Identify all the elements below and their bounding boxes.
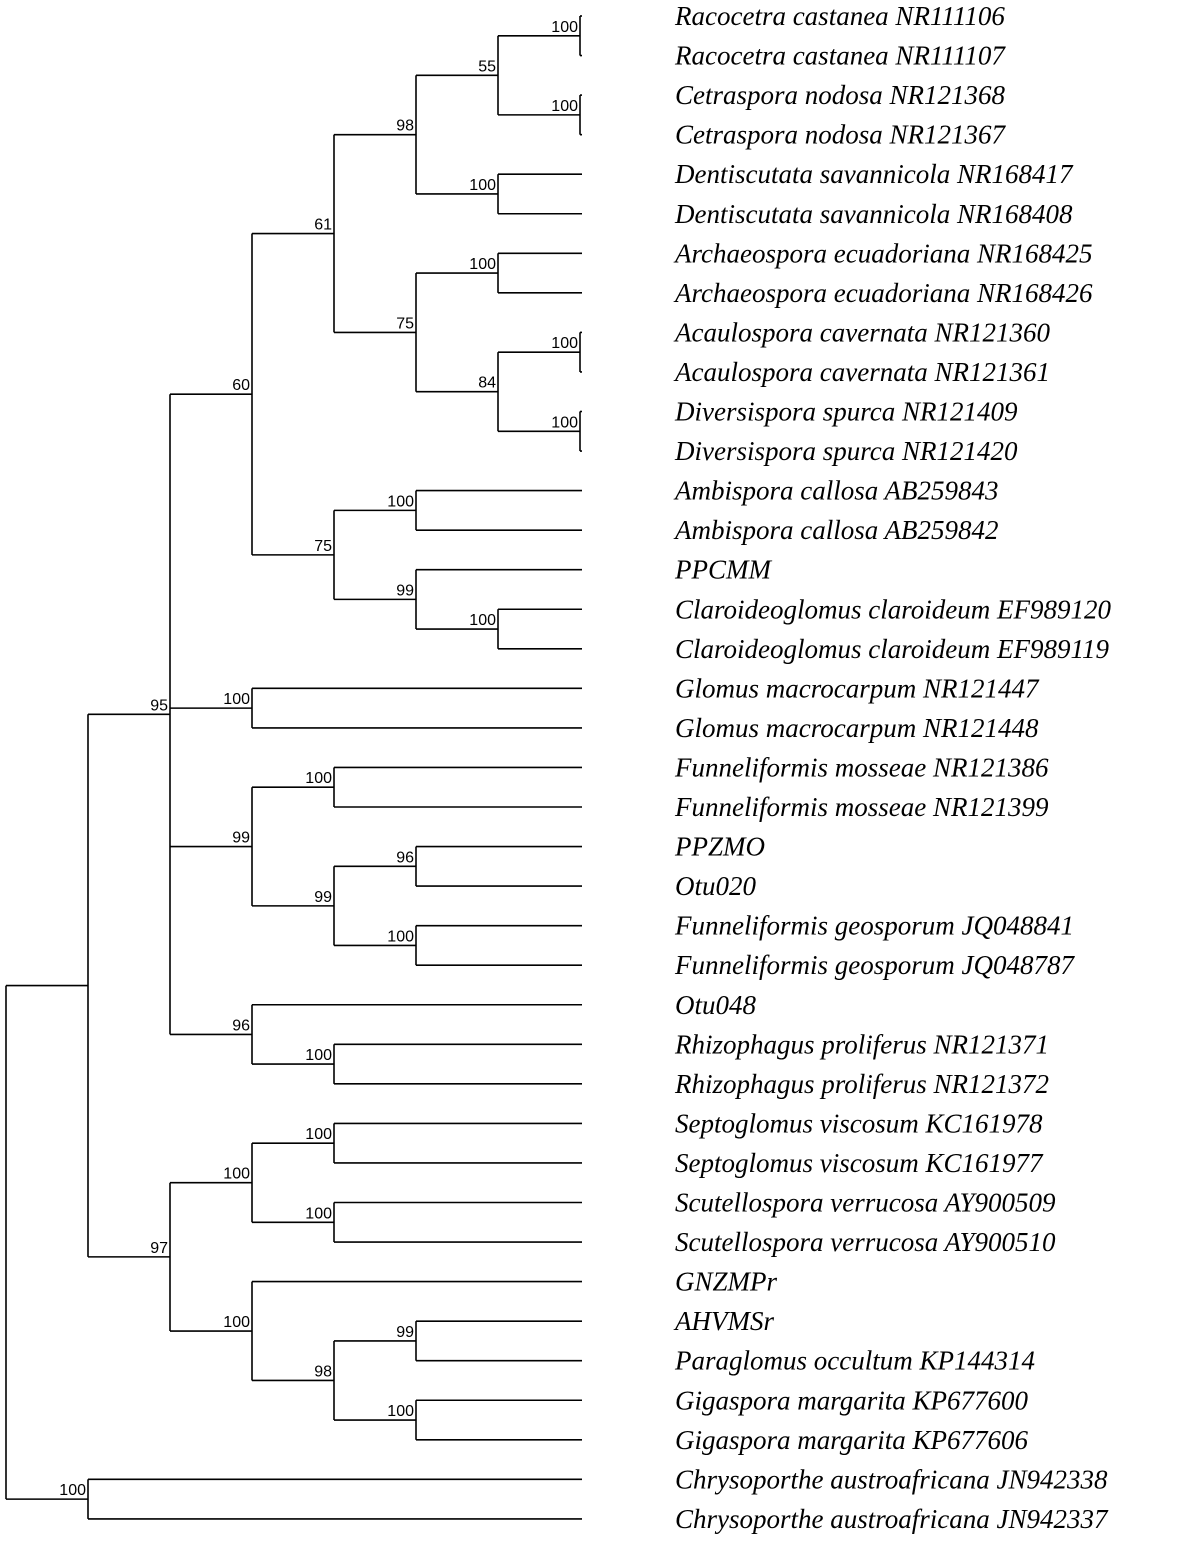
bootstrap-value: 100 bbox=[223, 691, 250, 709]
bootstrap-value: 55 bbox=[478, 58, 496, 76]
bootstrap-value: 100 bbox=[551, 18, 578, 36]
taxon-label: Chrysoporthe austroafricana JN942338 bbox=[675, 1464, 1108, 1495]
bootstrap-value: 100 bbox=[223, 1314, 250, 1332]
taxon-label: GNZMPr bbox=[675, 1266, 778, 1297]
bootstrap-value: 84 bbox=[478, 374, 496, 392]
bootstrap-value: 99 bbox=[314, 888, 332, 906]
bootstrap-value: 100 bbox=[223, 1165, 250, 1183]
bootstrap-value: 75 bbox=[396, 315, 414, 333]
bootstrap-value: 61 bbox=[314, 216, 332, 234]
taxon-label: Claroideoglomus claroideum EF989120 bbox=[675, 594, 1111, 625]
taxon-label: Claroideoglomus claroideum EF989119 bbox=[675, 633, 1109, 664]
bootstrap-value: 95 bbox=[150, 697, 168, 715]
taxon-label: Dentiscutata savannicola NR168408 bbox=[675, 198, 1073, 229]
bootstrap-value: 100 bbox=[387, 1403, 414, 1421]
taxon-label: Diversispora spurca NR121420 bbox=[675, 436, 1018, 467]
taxon-label: Dentiscutata savannicola NR168417 bbox=[675, 159, 1073, 190]
taxon-label: Otu048 bbox=[675, 989, 756, 1020]
taxon-label: Chrysoporthe austroafricana JN942337 bbox=[675, 1503, 1108, 1534]
bootstrap-value: 100 bbox=[469, 176, 496, 194]
taxon-label: Ambispora callosa AB259842 bbox=[675, 515, 999, 546]
bootstrap-value: 100 bbox=[387, 493, 414, 511]
bootstrap-value: 100 bbox=[469, 256, 496, 274]
taxon-label: Glomus macrocarpum NR121448 bbox=[675, 712, 1039, 743]
bootstrap-value: 100 bbox=[387, 928, 414, 946]
taxon-label: Rhizophagus proliferus NR121372 bbox=[675, 1068, 1050, 1099]
taxon-label: Funneliformis mosseae NR121386 bbox=[675, 752, 1049, 783]
bootstrap-value: 100 bbox=[469, 612, 496, 630]
taxon-label: AHVMSr bbox=[675, 1306, 774, 1337]
taxon-label: Funneliformis geosporum JQ048787 bbox=[675, 950, 1074, 981]
bootstrap-value: 100 bbox=[551, 335, 578, 353]
taxon-label: Racocetra castanea NR111107 bbox=[675, 40, 1005, 71]
bootstrap-value: 99 bbox=[396, 1323, 414, 1341]
taxon-label: Ambispora callosa AB259843 bbox=[675, 475, 999, 506]
taxon-label: Funneliformis geosporum JQ048841 bbox=[675, 910, 1074, 941]
bootstrap-value: 60 bbox=[232, 377, 250, 395]
taxon-label: Acaulospora cavernata NR121361 bbox=[675, 356, 1050, 387]
taxon-label: Archaeospora ecuadoriana NR168426 bbox=[675, 277, 1093, 308]
taxon-label: PPCMM bbox=[675, 554, 771, 585]
taxon-label: Scutellospora verrucosa AY900509 bbox=[675, 1187, 1056, 1218]
taxon-label: Glomus macrocarpum NR121447 bbox=[675, 673, 1039, 704]
taxon-label: Archaeospora ecuadoriana NR168425 bbox=[675, 238, 1093, 269]
bootstrap-value: 100 bbox=[305, 1126, 332, 1144]
bootstrap-value: 100 bbox=[551, 97, 578, 115]
taxon-label: Gigaspora margarita KP677606 bbox=[675, 1424, 1029, 1455]
taxon-label: Rhizophagus proliferus NR121371 bbox=[675, 1029, 1050, 1060]
bootstrap-value: 100 bbox=[305, 770, 332, 788]
taxon-label: Gigaspora margarita KP677600 bbox=[675, 1385, 1029, 1416]
bootstrap-value: 100 bbox=[305, 1205, 332, 1223]
taxon-label: Acaulospora cavernata NR121360 bbox=[675, 317, 1050, 348]
bootstrap-value: 100 bbox=[59, 1482, 86, 1500]
bootstrap-value: 100 bbox=[551, 414, 578, 432]
bootstrap-value: 98 bbox=[396, 117, 414, 135]
bootstrap-value: 96 bbox=[396, 849, 414, 867]
taxon-label: Cetraspora nodosa NR121368 bbox=[675, 80, 1006, 111]
bootstrap-value: 100 bbox=[305, 1047, 332, 1065]
taxon-label: Funneliformis mosseae NR121399 bbox=[675, 792, 1049, 822]
taxon-label: Otu020 bbox=[675, 871, 756, 902]
taxon-label: PPZMO bbox=[675, 831, 765, 862]
taxon-label: Septoglomus viscosum KC161978 bbox=[675, 1108, 1043, 1139]
bootstrap-value: 96 bbox=[232, 1017, 250, 1035]
bootstrap-value: 75 bbox=[314, 537, 332, 555]
taxon-label: Diversispora spurca NR121409 bbox=[675, 396, 1018, 427]
taxon-label: Septoglomus viscosum KC161977 bbox=[675, 1147, 1043, 1178]
taxon-label: Paraglomus occultum KP144314 bbox=[675, 1345, 1035, 1376]
taxon-label: Cetraspora nodosa NR121367 bbox=[675, 119, 1006, 150]
bootstrap-value: 98 bbox=[314, 1363, 332, 1381]
taxon-label: Racocetra castanea NR111106 bbox=[675, 1, 1005, 31]
bootstrap-value: 97 bbox=[150, 1239, 168, 1257]
bootstrap-value: 99 bbox=[396, 582, 414, 600]
taxon-label: Scutellospora verrucosa AY900510 bbox=[675, 1227, 1056, 1258]
bootstrap-value: 99 bbox=[232, 829, 250, 847]
